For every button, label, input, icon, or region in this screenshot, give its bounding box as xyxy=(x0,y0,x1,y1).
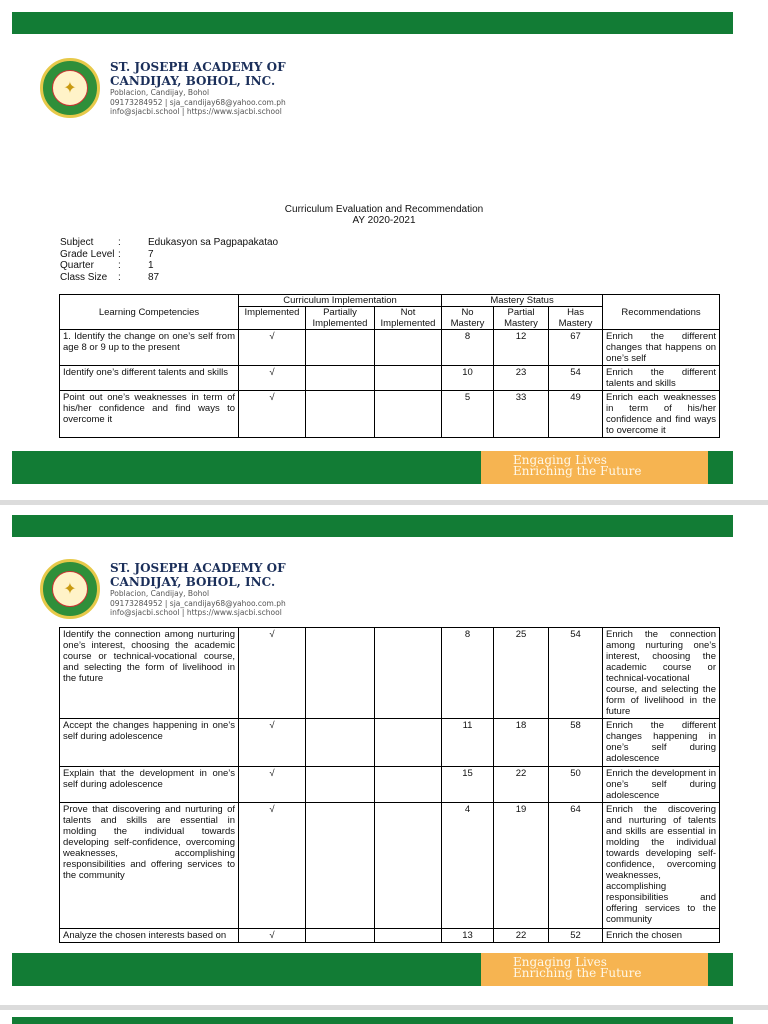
footer-tagline: Engaging Lives Enriching the Future xyxy=(481,953,708,986)
school-seal-icon: ✦ xyxy=(40,559,100,619)
info-row: Quarter : 1 xyxy=(60,260,154,271)
table-row: 1. Identify the change on one’s self from age 8 or 9 up to the present √ 8 12 67 Enrich the different changes that happens on one’s self xyxy=(60,330,720,366)
document-page-1 xyxy=(0,0,768,500)
table-row: Identify the connection among nurturing one’s interest, choosing the academic course or technical-vocational course, and selecting the form of livelihood in the future √ 8 25 54 Enrich the connection among nurturing one’s interest, choosing the academic course or technical-vocational course, and selecting the form of livelihood in the future xyxy=(60,628,720,719)
document-page-2 xyxy=(0,505,768,1005)
school-name: ST. JOSEPH ACADEMY OF CANDIJAY, BOHOL, INC. xyxy=(110,561,286,589)
header-implementation: Curriculum Implementation xyxy=(239,295,442,307)
evaluation-table-continued xyxy=(59,627,720,943)
header-not: Not Implemented xyxy=(375,307,442,330)
header-competencies: Learning Competencies xyxy=(60,295,239,330)
document-title: Curriculum Evaluation and Recommendation AY 2020-2021 xyxy=(284,204,484,226)
info-row: Grade Level : 7 xyxy=(60,248,154,260)
table-row: Point out one’s weaknesses in term of his/her confidence and find ways to overcome it √ 5 33 49 Enrich each weaknesses in term of his/her confidence and find ways to overcome it xyxy=(60,391,720,438)
school-contact: Poblacion, Candijay, Bohol 09173284952 | sja_candijay68@yahoo.com.ph info@sjacbi.school | https://www.sjacbi.school xyxy=(110,589,286,617)
evaluation-table xyxy=(59,294,720,438)
header-implemented: Implemented xyxy=(239,307,306,330)
document-page-3 xyxy=(0,1010,768,1024)
table-row: Explain that the development in one’s self during adolescence √ 15 22 50 Enrich the development in one’s self during adolescence xyxy=(60,767,720,803)
header-no-mastery: No Mastery xyxy=(442,307,494,330)
header-bar xyxy=(12,1017,733,1024)
header-partial-mastery: Partial Mastery xyxy=(494,307,549,330)
header-mastery: Mastery Status xyxy=(442,295,603,307)
table-row: Identify one’s different talents and skills √ 10 23 54 Enrich the different talents and skills xyxy=(60,366,720,391)
school-seal-icon: ✦ xyxy=(40,58,100,118)
school-name: ST. JOSEPH ACADEMY OF CANDIJAY, BOHOL, INC. xyxy=(110,60,286,88)
header-partially: Partially Implemented xyxy=(306,307,375,330)
info-row: Subject : Edukasyon sa Pagpapakatao xyxy=(60,237,279,248)
subject-info xyxy=(60,237,278,283)
header-bar xyxy=(12,12,733,34)
school-contact: Poblacion, Candijay, Bohol 09173284952 | sja_candijay68@yahoo.com.ph info@sjacbi.school | https://www.sjacbi.school xyxy=(110,88,286,116)
header-recommendations: Recommendations xyxy=(603,295,720,330)
info-row: Class Size : 87 xyxy=(60,271,160,283)
table-row: Accept the changes happening in one’s self during adolescence √ 11 18 58 Enrich the different changes happening in one’s self during adolescence xyxy=(60,719,720,767)
table-row: Prove that discovering and nurturing of talents and skills are essential in molding the individual towards developing self-confidence, overcoming weaknesses, accomplishing responsibilities and offering services to the community √ 4 19 64 Enrich the discovering and nurturing of talents and skills are essential in molding the individual towards developing self-confidence, overcoming weaknesses, accomplishing responsibilities and offering services to the community xyxy=(60,803,720,929)
header-bar xyxy=(12,515,733,537)
header-has-mastery: Has Mastery xyxy=(549,307,603,330)
table-row: Analyze the chosen interests based on √ 13 22 52 Enrich the chosen xyxy=(60,929,720,943)
footer-tagline: Engaging Lives Enriching the Future xyxy=(481,451,708,484)
